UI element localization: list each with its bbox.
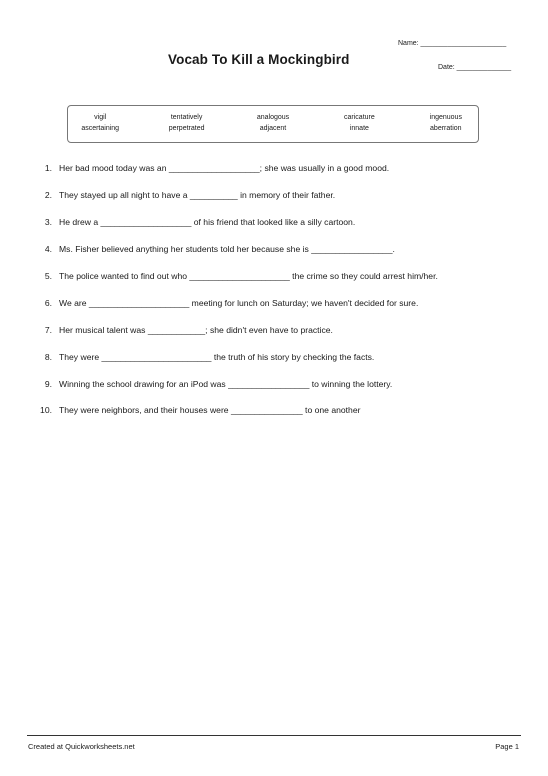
page-title: Vocab To Kill a Mockingbird [168,52,350,67]
question-text: They were _______________________ the truth of his story by checking the facts. [59,352,375,362]
question-text: Her musical talent was ____________; she didn't even have to practice. [59,325,333,335]
question-number: 6. [44,298,52,308]
footer-credit: Created at Quickworksheets.net [28,742,135,751]
question-number: 2. [44,190,52,200]
question-number: 9. [44,379,52,389]
word-bank-word: ingenuous [429,114,462,121]
question-text: He drew a ___________________ of his friend that looked like a silly cartoon. [59,217,356,227]
question-number: 3. [44,217,52,227]
question-text: The police wanted to find out who _____________________ the crime so they could arrest him/her. [59,271,438,281]
question-number: 10. [40,405,52,415]
word-bank-word: vigil [94,114,107,121]
question-text: We are _____________________ meeting for lunch on Saturday; we haven't decided for sure. [59,298,419,308]
word-bank [57,114,489,132]
word-bank-word: tentatively [170,114,203,121]
word-bank-word: aberration [430,125,462,132]
word-bank-word: perpetrated [168,125,205,132]
question-text: Ms. Fisher believed anything her students told her because she is _________________. [59,244,395,254]
question-text: Winning the school drawing for an iPod was _________________ to winning the lottery. [59,379,393,389]
page-number: Page 1 [495,742,519,751]
footer-divider [27,735,521,736]
question-number: 1. [44,163,52,173]
word-bank-word: caricature [344,114,375,121]
question-text: They stayed up all night to have a __________ in memory of their father. [59,190,336,200]
question-text: Her bad mood today was an ___________________; she was usually in a good mood. [59,163,390,173]
question-number: 8. [44,352,52,362]
word-bank-word: analogous [256,114,290,121]
word-bank-word: innate [349,125,369,132]
question-text: They were neighbors, and their houses were _______________ to one another [59,405,361,415]
word-bank-word: adjacent [259,125,287,132]
question-number: 7. [44,325,52,335]
question-number: 5. [44,271,52,281]
date-line: Date: ______________ [438,64,512,71]
word-bank-word: ascertaining [81,125,120,132]
name-line: Name: ______________________ [398,40,507,47]
question-number: 4. [44,244,52,254]
